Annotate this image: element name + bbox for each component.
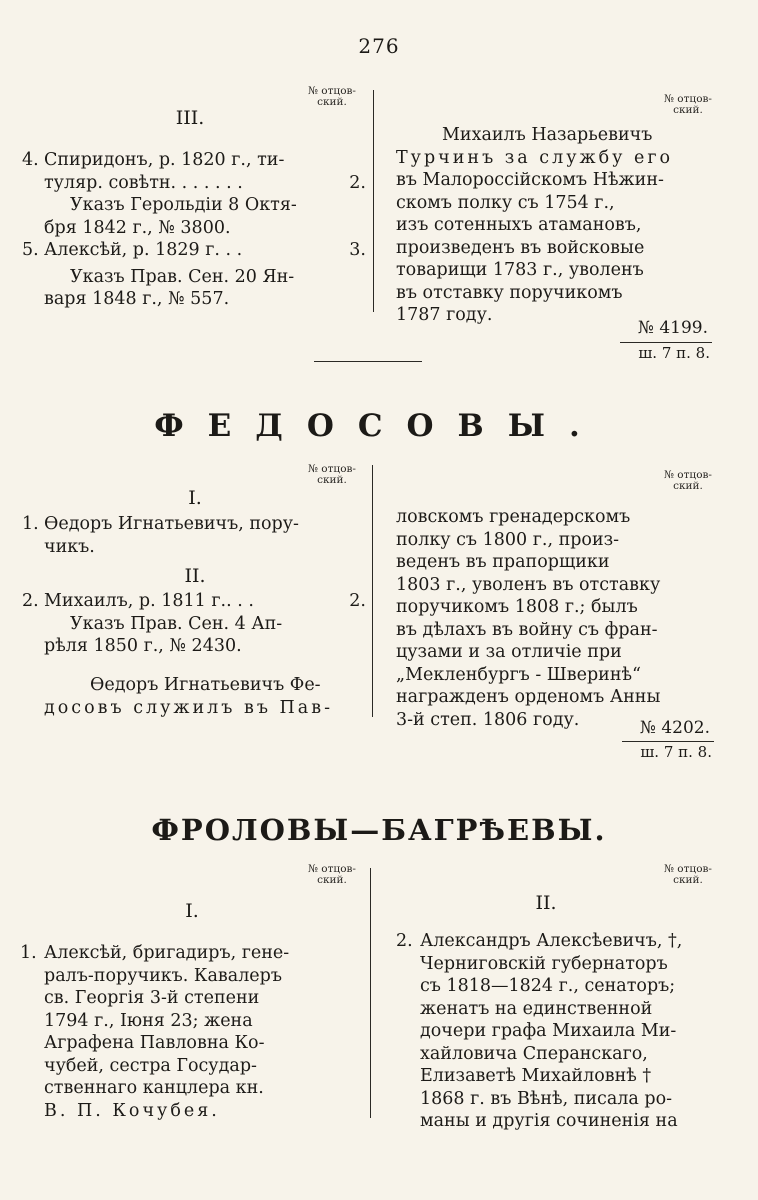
text-line: 1794 г., Іюня 23; жена — [44, 1010, 253, 1031]
entry-text: Спиридонъ, р. 1820 г., ти- — [44, 150, 285, 170]
record-number: № 4202. — [639, 718, 710, 738]
genealogy-entries — [22, 149, 366, 311]
text-line: хайловича Сперанскаго, — [420, 1043, 648, 1064]
text-line: Черниговскій губернаторъ — [420, 953, 668, 974]
entry-number: 2. — [22, 591, 39, 611]
generation-heading: II. — [184, 565, 206, 587]
text-line: награжденъ орденомъ Анны — [396, 687, 661, 707]
text-line: изъ сотенныхъ атамановъ, — [396, 215, 642, 235]
entry-text: Алексѣй, р. 1829 г. . . — [44, 240, 243, 260]
service-record-text — [396, 506, 706, 731]
family-title: ФРОЛОВЫ—БАГРѢЕВЫ. — [151, 813, 607, 847]
text-line: Алексѣй, бригадиръ, гене- — [44, 943, 290, 963]
text-line: ралъ-поручикъ. Кавалеръ — [44, 965, 283, 986]
decree-line: варя 1848 г., № 557. — [44, 289, 230, 309]
genealogy-entries — [22, 513, 366, 558]
generation-heading: I. — [185, 900, 199, 922]
entry-number: 5. — [22, 240, 39, 260]
text-line: полку съ 1800 г., произ- — [396, 529, 620, 550]
entry-row — [22, 288, 366, 311]
text-line: Ѳедоръ Игнатьевичъ Фе- — [90, 675, 321, 695]
entry-number: 4. — [22, 150, 39, 170]
text-line: Александръ Алексѣевичъ, †, — [420, 931, 683, 951]
generation-heading: II. — [535, 892, 557, 914]
column-divider — [373, 90, 374, 312]
decree-line: рѣля 1850 г., № 2430. — [44, 636, 242, 656]
text-line: „Мекленбургъ - Шверинѣ“ — [396, 664, 641, 685]
entry-row — [22, 513, 366, 536]
text-line: Турчинъ за службу его — [396, 147, 674, 168]
text-line: женатъ на единственной — [420, 998, 653, 1019]
entry-number: 1. — [22, 514, 39, 534]
record-rule — [620, 342, 712, 343]
text-line: поручикомъ 1808 г.; былъ — [396, 597, 638, 617]
father-number: 2. — [349, 172, 366, 193]
text-line: скомъ полку съ 1754 г., — [396, 192, 615, 213]
genealogy-entries — [22, 590, 366, 658]
generation-heading: III. — [175, 107, 205, 129]
decree-line: Указъ Прав. Сен. 20 Ян- — [70, 266, 295, 287]
entry-row — [22, 635, 366, 658]
text-line: 3-й степ. 1806 году. — [396, 709, 580, 730]
father-number: 3. — [349, 240, 366, 260]
text-line: Елизаветѣ Михайловнѣ † — [420, 1066, 652, 1086]
decree-line: Указъ Герольдіи 8 Октя- — [70, 195, 297, 215]
entry-row — [22, 590, 366, 613]
decree-line: Указъ Прав. Сен. 4 Ап- — [70, 613, 283, 634]
record-reference: ш. 7 п. 8. — [640, 743, 712, 761]
family-title: ФЕДОСОВЫ. — [154, 408, 604, 444]
column-header-left: № отцов-ский. — [308, 863, 356, 886]
text-line: дочери графа Михаила Ми- — [420, 1021, 677, 1041]
column-header-right: № отцов-ский. — [664, 93, 712, 116]
column-divider — [372, 465, 373, 717]
entry-text: чикъ. — [44, 536, 95, 557]
column-header-right: № отцов-ский. — [664, 863, 712, 886]
text-line: чубей, сестра Государ- — [44, 1055, 257, 1076]
column-header-left: № отцов-ский. — [308, 463, 356, 486]
record-number: № 4199. — [637, 318, 708, 338]
entry-text: Ѳедоръ Игнатьевичъ, пору- — [44, 514, 299, 534]
text-line: произведенъ въ войсковые — [396, 237, 645, 258]
entry-text: Михаилъ, р. 1811 г.. . . — [44, 591, 254, 611]
text-line: съ 1818—1824 г., сенаторъ; — [420, 976, 676, 996]
decree-line: бря 1842 г., № 3800. — [44, 217, 231, 238]
entry-row — [22, 536, 366, 559]
entry-row — [22, 217, 366, 240]
text-line: въ дѣлахъ въ войну съ фран- — [396, 619, 658, 640]
entry-number: 1. — [20, 943, 37, 963]
genealogy-entries — [396, 930, 710, 1133]
text-line: Аграфена Павловна Ко- — [44, 1033, 265, 1053]
text-line: 1787 году. — [396, 305, 493, 325]
text-line: цузами и за отличіе при — [396, 642, 622, 662]
text-line: маны и другія сочиненія на — [420, 1111, 678, 1131]
column-divider — [370, 868, 371, 1118]
entry-row — [22, 172, 366, 195]
column-header-left: № отцов-ский. — [308, 85, 356, 108]
text-line: ственнаго канцлера кн. — [44, 1078, 264, 1098]
entry-row — [22, 239, 366, 262]
column-header-right: № отцов-ский. — [664, 469, 712, 492]
text-line: ловскомъ гренадерскомъ — [396, 507, 631, 527]
father-number: 2. — [349, 591, 366, 611]
section-separator — [314, 361, 422, 362]
genealogy-entries — [20, 942, 366, 1122]
text-line: въ отставку поручикомъ — [396, 282, 623, 303]
entry-number: 2. — [396, 931, 413, 951]
text-line: въ Малороссійскомъ Нѣжин- — [396, 170, 664, 190]
record-reference: ш. 7 п. 8. — [638, 344, 710, 362]
record-rule — [622, 741, 714, 742]
page-number: 276 — [358, 34, 400, 58]
entry-text: туляр. совѣтн. . . . . . . — [44, 172, 243, 193]
text-line: Михаилъ Назарьевичъ — [442, 125, 653, 145]
service-record-text — [396, 124, 706, 327]
service-record-text — [44, 674, 364, 719]
text-line: досовъ служилъ въ Пав- — [44, 697, 333, 718]
text-line: 1803 г., уволенъ въ отставку — [396, 574, 661, 595]
text-line: В. П. Кочубея. — [44, 1100, 220, 1121]
entry-row — [22, 149, 366, 172]
text-line: 1868 г. въ Вѣнѣ, писала ро- — [420, 1088, 673, 1109]
text-line: св. Георгія 3-й степени — [44, 988, 260, 1008]
text-line: товарищи 1783 г., уволенъ — [396, 260, 644, 280]
text-line: веденъ въ прапорщики — [396, 552, 610, 572]
generation-heading: I. — [188, 487, 202, 509]
